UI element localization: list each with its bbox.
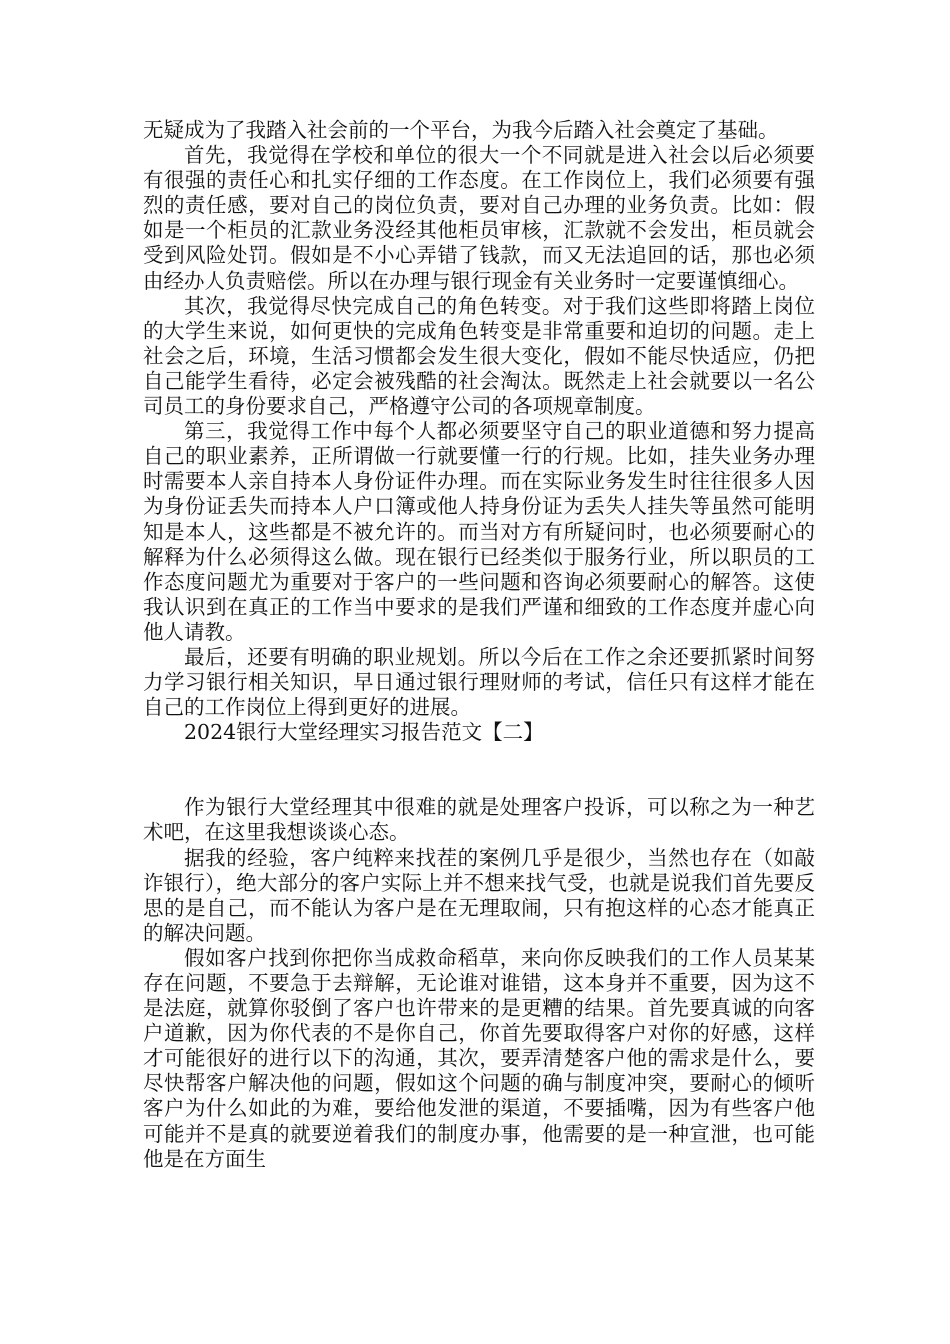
paragraph-professional-ethics: 第三，我觉得工作中每个人都必须要坚守自己的职业道德和努力提高自己的职业素养，正所谓做一行就要懂一行的行规。比如，挂失业务办理时需要本人亲自持本人身份证件办理。而在实际业务发生时往往很多人因为身份证丢失而持本人户口簿或他人持身份证为丢失人挂失等虽然可能明知是本人，这些都是不被允许的。而当对方有所疑问时，也必须要耐心的解释为什么必须得这么做。现在银行已经类似于服务行业，所以职员的工作态度问题尤为重要对于客户的一些问题和咨询必须要耐心的解答。这使我认识到在真正的工作当中要求的是我们严谨和细致的工作态度并虚心向他人请教。 <box>143 419 815 644</box>
paragraph-continuation: 无疑成为了我踏入社会前的一个平台，为我今后踏入社会奠定了基础。 <box>143 118 779 142</box>
blank-line <box>143 745 815 795</box>
paragraph-career-planning: 最后，还要有明确的职业规划。所以今后在工作之余还要抓紧时间努力学习银行相关知识，早日通过银行理财师的考试，信任只有这样才能在自己的工作岗位上得到更好的进展。 <box>143 644 815 720</box>
paragraph-role-change: 其次，我觉得尽快完成自己的角色转变。对于我们这些即将踏上岗位的大学生来说，如何更快的完成角色转变是非常重要和迫切的问题。走上社会之后，环境，生活习惯都会发生很大变化，假如不能尽快适应，仍把自己能学生看待，必定会被残酷的社会淘汰。既然走上社会就要以一名公司员工的身份要求自己，严格遵守公司的各项规章制度。 <box>143 293 815 419</box>
section-heading: 2024银行大堂经理实习报告范文【二】 <box>184 720 544 745</box>
paragraph-handling-advice: 假如客户找到你把你当成救命稻草，来向你反映我们的工作人员某某存在问题，不要急于去辩解，无论谁对谁错，这本身并不重要，因为这不是法庭，就算你驳倒了客户也许带来的是更糟的结果。首先要真诚的向客户道歉，因为你代表的不是你自己，你首先要取得客户对你的好感，这样才可能很好的进行以下的沟通，其次，要弄清楚客户他的需求是什么，要尽快帮客户解决他的问题，假如这个问题的确与制度冲突，要耐心的倾听客户为什么如此的为难，要给他发泄的渠道，不要插嘴，因为有些客户他可能并不是真的就要逆着我们的制度办事，他需要的是一种宣泄，也可能他是在方面生 <box>143 945 815 1171</box>
paragraph-experience: 据我的经验，客户纯粹来找茬的案例几乎是很少，当然也存在（如敲诈银行），绝大部分的客户实际上并不想来找气受，也就是说我们首先要反思的是自己，而不能认为客户是在无理取闹，只有抱这样的心态才能真正的解决问题。 <box>143 845 815 945</box>
paragraph-responsibility: 首先，我觉得在学校和单位的很大一个不同就是进入社会以后必须要有很强的责任心和扎实仔细的工作态度。在工作岗位上，我们必须要有强烈的责任感，要对自己的岗位负责，要对自己办理的业务负责。比如：假如是一个柜员的汇款业务没经其他柜员审核，汇款就不会发出，柜员就会受到风险处罚。假如是不小心弄错了钱款，而又无法追回的话，那也必须由经办人负责赔偿。所以在办理与银行现金有关业务时一定要谨慎细心。 <box>143 143 815 293</box>
paragraph-complaints-intro: 作为银行大堂经理其中很难的就是处理客户投诉，可以称之为一种艺术吧，在这里我想谈谈心态。 <box>143 795 815 845</box>
document-page <box>143 118 815 1172</box>
